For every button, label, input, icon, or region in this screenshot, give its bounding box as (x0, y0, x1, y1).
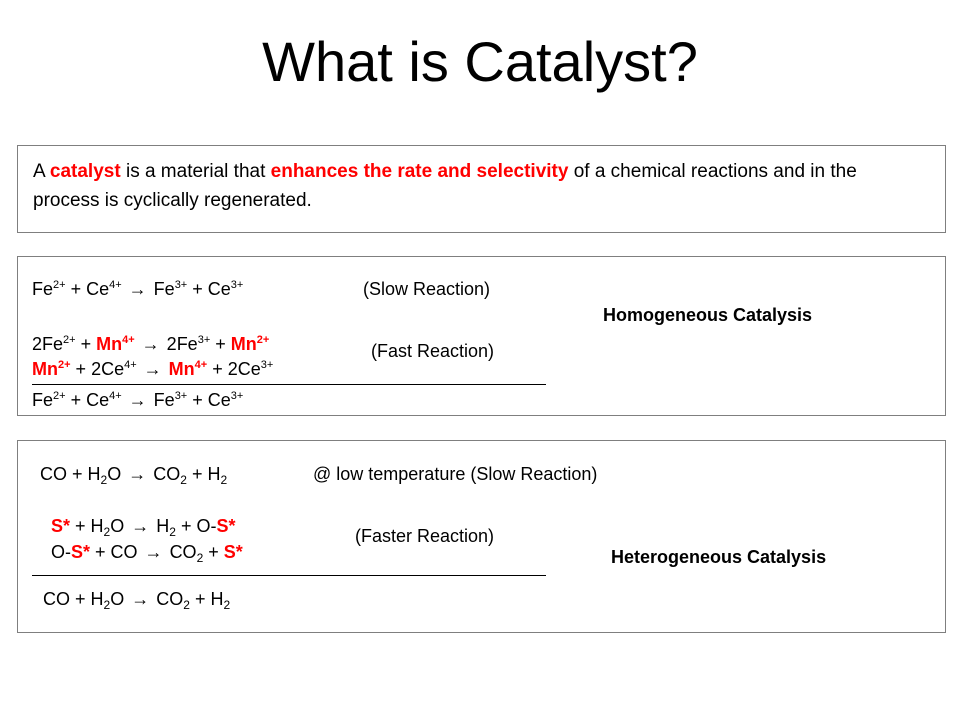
homo-step1-equation: $2Fe^{2+} + Mn^{4+} \to 2Fe^{3+} + Mn^{2+}$ (32, 334, 270, 354)
sum-divider (32, 384, 546, 385)
heterogeneous-label: Heterogeneous Catalysis (611, 547, 827, 567)
arrow-icon: → (131, 589, 150, 609)
catalyst-highlight: catalyst (49, 161, 121, 182)
faster-reaction-note: (Faster Reaction) (355, 526, 495, 546)
arrow-icon: → (128, 279, 147, 299)
sum-divider (32, 575, 546, 576)
hetero-step2-equation: O-S* + CO → $CO_2 + S*$ (51, 542, 243, 565)
homo-slow-equation: $Fe^{2+} + Ce^{4+} \to Fe^{3+} + Ce^{3+}$ (32, 279, 244, 299)
slow-reaction-note: (Slow Reaction) (363, 279, 491, 299)
homo-step2-equation: $Mn^{2+} + 2Ce^{4+} \to Mn^{4+} + 2Ce^{3+}$ (32, 359, 274, 379)
homogeneous-box (17, 256, 946, 416)
arrow-icon: → (128, 390, 147, 410)
arrow-icon: → (131, 516, 150, 536)
hetero-step1-equation: $S* + H_2O \to H_2 + O-S*$ (51, 516, 236, 539)
fast-reaction-note: (Fast Reaction) (371, 341, 495, 361)
definition-text (33, 157, 923, 215)
slide-title: What is Catalyst? (262, 30, 698, 93)
heterogeneous-box (17, 440, 946, 633)
low-temperature-note: @ low temperature (Slow Reaction) (313, 464, 598, 484)
definition-part: A (33, 161, 50, 182)
definition-part: of a chemical reactions and in the process is cyclically regenerated. (33, 161, 857, 211)
arrow-icon: → (144, 542, 163, 562)
homogeneous-label: Homogeneous Catalysis (603, 305, 813, 325)
homo-net-equation: $Fe^{2+} + Ce^{4+} \to Fe^{3+} + Ce^{3+}$ (32, 390, 244, 410)
definition-part: is a material that (120, 161, 271, 182)
arrow-icon: → (143, 359, 162, 379)
arrow-icon: → (141, 334, 160, 354)
arrow-icon: → (128, 464, 147, 484)
definition-box (17, 145, 946, 233)
rate-selectivity-highlight: enhances the rate and selectivity (270, 161, 569, 182)
hetero-net-equation: CO + $H_2O \to CO_2 + H_2$ (43, 589, 231, 612)
hetero-slow-equation: CO + $H_2O \to CO_2 + H_2$ (40, 464, 228, 487)
